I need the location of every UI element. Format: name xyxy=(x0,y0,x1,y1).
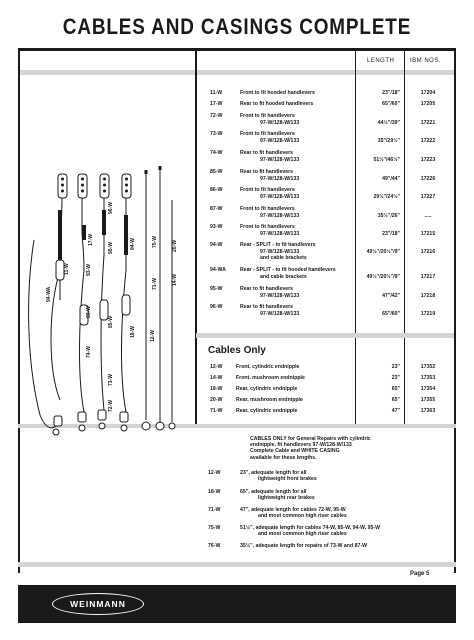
cable-label: 72-W xyxy=(108,400,114,412)
top-rule xyxy=(18,48,456,51)
cable-label: 94-WA xyxy=(46,286,52,302)
cables-illustration xyxy=(22,160,192,450)
header-band xyxy=(18,70,456,75)
page-title: CABLES AND CASINGS COMPLETE xyxy=(62,14,412,39)
left-vertical-rule xyxy=(18,48,20,573)
cable-fitting xyxy=(58,174,131,198)
cable-label: 20-W xyxy=(172,240,178,252)
cable-label: 73-W xyxy=(108,374,114,386)
cable-label: 18-W xyxy=(130,326,136,338)
column-divider xyxy=(195,48,197,428)
cable-label: 17-W xyxy=(88,234,94,246)
cable-label: 96-W xyxy=(108,202,114,214)
cable-label: 95-W xyxy=(108,242,114,254)
cable-label: 94-W xyxy=(130,238,136,250)
page-number: Page 5 xyxy=(410,571,430,577)
cable-label: 11-W xyxy=(64,263,70,275)
cable-label: 74-W xyxy=(86,346,92,358)
cable-label: 12-W xyxy=(150,330,156,342)
cable-label: 14-W xyxy=(172,274,178,286)
bottom-band xyxy=(18,562,456,567)
length-header: LENGTH xyxy=(367,58,395,64)
cable-label: 86-W xyxy=(86,306,92,318)
cable-label: 71-W xyxy=(152,278,158,290)
ibm-header: IBM NOS. xyxy=(410,58,442,64)
cables-only-note: CABLES ONLY for General Repairs with cylindric endnipple, fit handlevers 97-W/128-W/133 Complete Cable and WHITE CASING available for these lengths. xyxy=(250,436,371,461)
cables-only-heading: Cables Only xyxy=(208,345,266,356)
cable-label: 85-W xyxy=(108,316,114,328)
cable-label: 93-W xyxy=(86,264,92,276)
cable-label: 75-W xyxy=(152,236,158,248)
right-vertical-rule xyxy=(454,48,456,573)
weinmann-logo: WEINMANN xyxy=(52,593,144,615)
section-band xyxy=(196,333,454,338)
